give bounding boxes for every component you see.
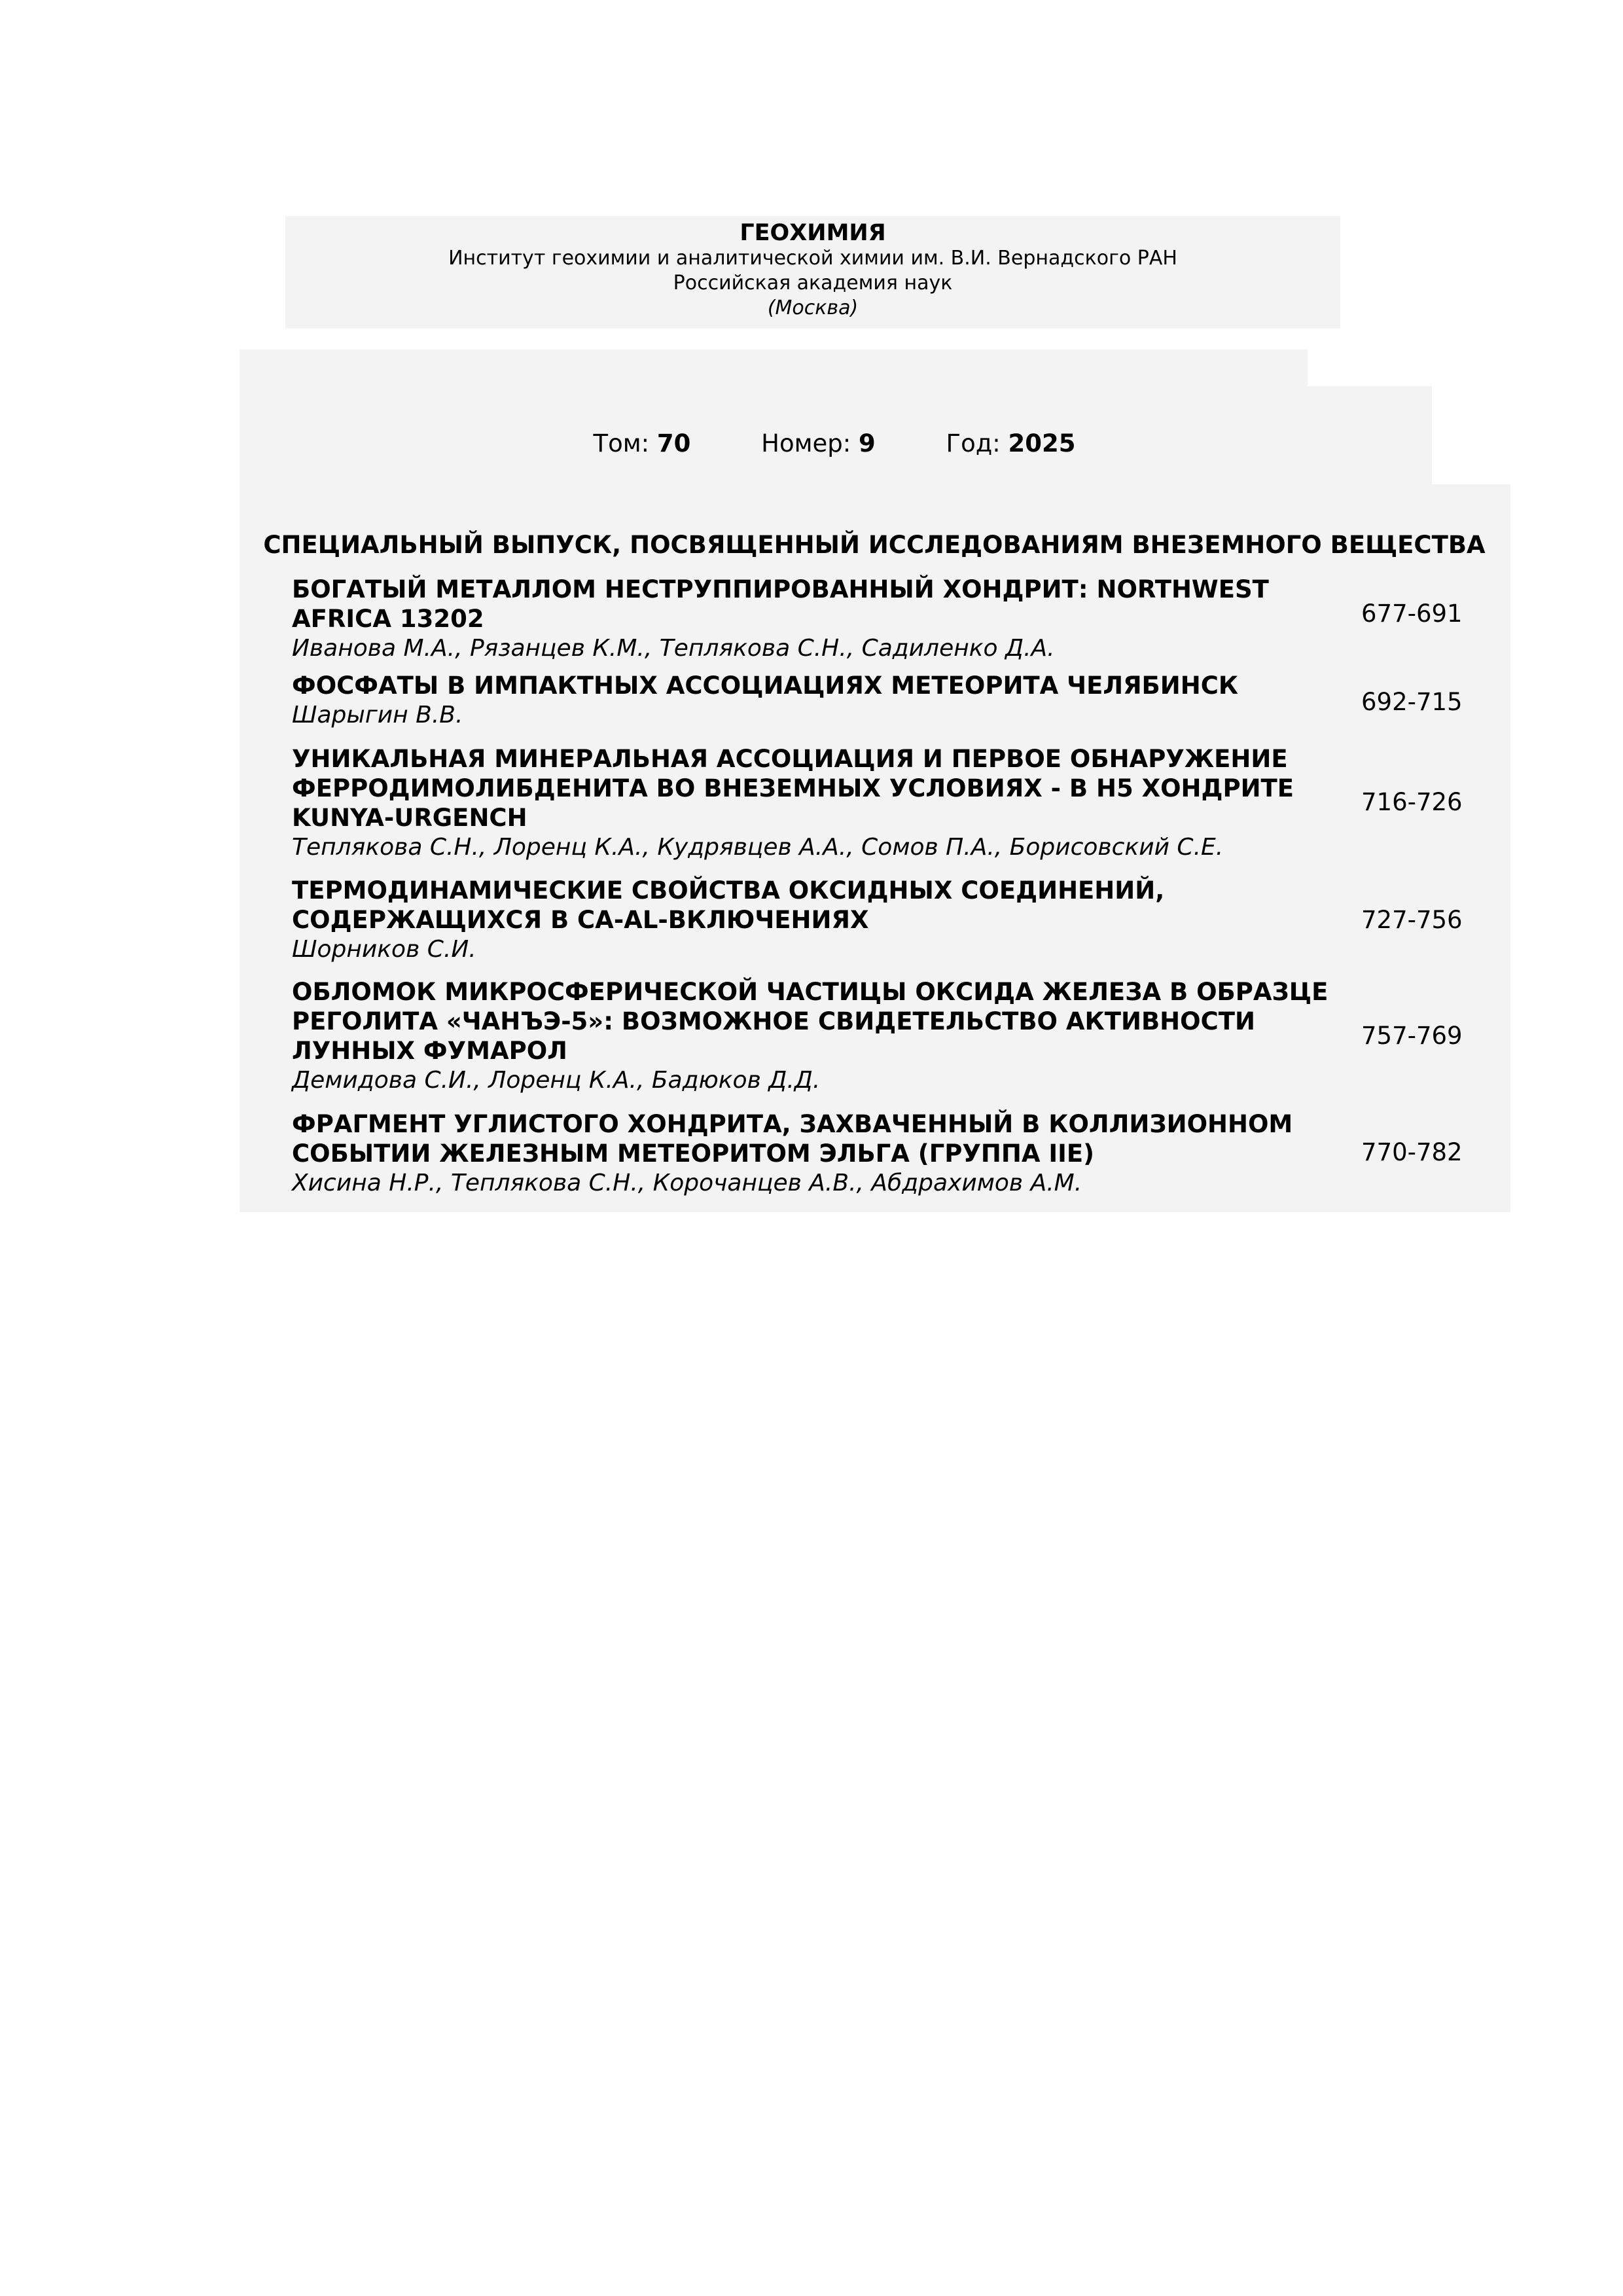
year-value: 2025 <box>1008 429 1076 457</box>
article-authors: Хисина Н.Р., Теплякова С.Н., Корочанцев А.В., Абдрахимов А.М. <box>292 1170 1082 1196</box>
article-entry[interactable] <box>292 671 1339 730</box>
article-pages: 677-691 <box>1361 600 1463 628</box>
article-title[interactable]: ФОСФАТЫ В ИМПАКТНЫХ АССОЦИАЦИЯХ МЕТЕОРИТА ЧЕЛЯБИНСК <box>292 672 1239 700</box>
volume-label: Том: <box>593 429 650 457</box>
year-label: Год: <box>946 429 1001 457</box>
journal-institute: Институт геохимии и аналитической химии им. В.И. Вернадского РАН <box>448 247 1177 270</box>
article-authors: Шарыгин В.В. <box>292 702 463 728</box>
section-title: СПЕЦИАЛЬНЫЙ ВЫПУСК, ПОСВЯЩЕННЫЙ ИССЛЕДОВАНИЯМ ВНЕЗЕМНОГО ВЕЩЕСТВА <box>263 531 1486 559</box>
article-pages: 727-756 <box>1361 906 1463 934</box>
number-value: 9 <box>859 429 876 457</box>
journal-title: ГЕОХИМИЯ <box>740 220 886 246</box>
article-title[interactable]: ТЕРМОДИНАМИЧЕСКИЕ СВОЙСТВА ОКСИДНЫХ СОЕДИНЕНИЙ, СОДЕРЖАЩИХСЯ В CA-AL-ВКЛЮЧЕНИЯХ <box>292 876 1165 934</box>
article-title[interactable]: ФРАГМЕНТ УГЛИСТОГО ХОНДРИТА, ЗАХВАЧЕННЫЙ В КОЛЛИЗИОННОМ СОБЫТИИ ЖЕЛЕЗНЫМ МЕТЕОРИТОМ ЭЛЬГА (ГРУППА IIE) <box>292 1110 1293 1168</box>
article-authors: Шорников С.И. <box>292 936 476 963</box>
journal-city: (Москва) <box>767 296 859 319</box>
article-authors: Демидова С.И., Лоренц К.А., Бадюков Д.Д. <box>292 1067 821 1094</box>
article-title[interactable]: УНИКАЛЬНАЯ МИНЕРАЛЬНАЯ АССОЦИАЦИЯ И ПЕРВОЕ ОБНАРУЖЕНИЕ ФЕРРОДИМОЛИБДЕНИТА ВО ВНЕЗЕМНЫХ УСЛОВИЯХ - В H5 ХОНДРИТЕ KUNYA-URGENCH <box>292 745 1294 832</box>
issue-background-top <box>240 350 1308 387</box>
article-entry[interactable] <box>292 1109 1339 1198</box>
article-entry[interactable] <box>292 876 1339 964</box>
journal-header <box>285 216 1340 329</box>
issue-info <box>0 428 1623 459</box>
issue-year <box>946 428 1076 459</box>
issue-volume <box>593 428 690 459</box>
article-entry[interactable] <box>292 575 1339 663</box>
volume-value: 70 <box>656 429 691 457</box>
number-label: Номер: <box>761 429 851 457</box>
article-entry[interactable] <box>292 977 1339 1095</box>
article-pages: 770-782 <box>1361 1138 1463 1166</box>
article-pages: 692-715 <box>1361 688 1463 716</box>
article-title[interactable]: ОБЛОМОК МИКРОСФЕРИЧЕСКОЙ ЧАСТИЦЫ ОКСИДА ЖЕЛЕЗА В ОБРАЗЦЕ РЕГОЛИТА «ЧАНЪЭ-5»: ВОЗМОЖНОЕ СВИДЕТЕЛЬСТВО АКТИВНОСТИ ЛУННЫХ ФУМАРОЛ <box>292 978 1329 1065</box>
article-authors: Иванова М.А., Рязанцев К.М., Теплякова С.Н., Садиленко Д.А. <box>292 635 1055 662</box>
article-authors: Теплякова С.Н., Лоренц К.А., Кудрявцев А.А., Сомов П.А., Борисовский С.Е. <box>292 834 1224 861</box>
article-entry[interactable] <box>292 744 1339 862</box>
article-pages: 716-726 <box>1361 788 1463 816</box>
article-pages: 757-769 <box>1361 1022 1463 1050</box>
article-title[interactable]: БОГАТЫЙ МЕТАЛЛОМ НЕСТРУППИРОВАННЫЙ ХОНДРИТ: NORTHWEST AFRICA 13202 <box>292 575 1269 633</box>
issue-number <box>761 428 876 459</box>
journal-academy: Российская академия наук <box>673 272 953 295</box>
